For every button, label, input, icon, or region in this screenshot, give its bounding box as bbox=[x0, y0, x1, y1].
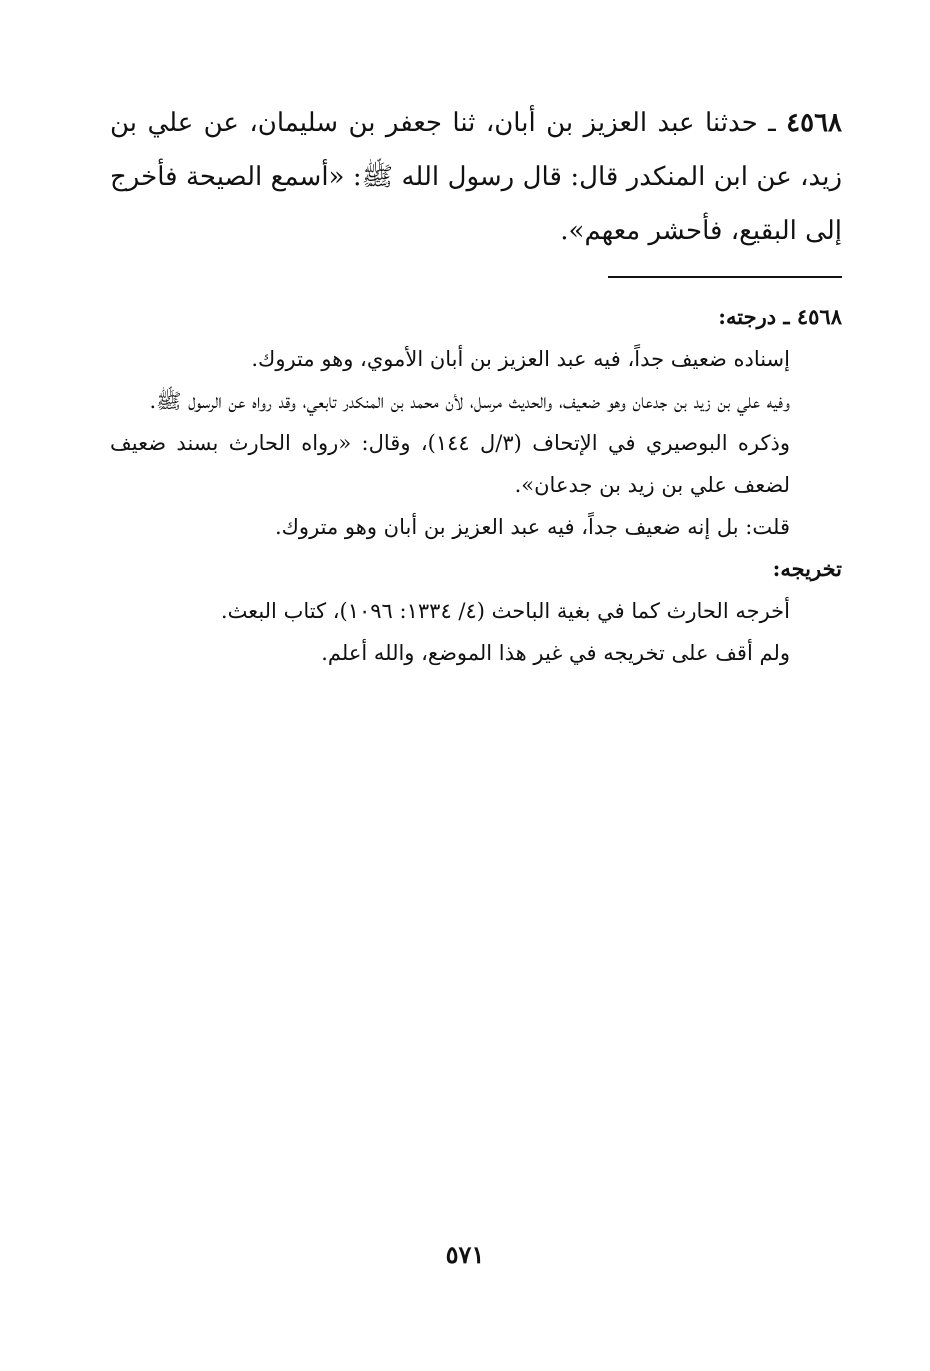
hadith-paragraph bbox=[110, 96, 842, 258]
page-number: ٥٧١ bbox=[445, 1240, 485, 1269]
takhrij-line: ولم أقف على تخريجه في غير هذا الموضع، والله أعلم. bbox=[321, 641, 790, 665]
takhrij-line: أخرجه الحارث كما في بغية الباحث (٤/ ١٣٣٤: ١٠٩٦)، كتاب البعث. bbox=[220, 599, 790, 623]
hadith-number: ٤٥٦٨ bbox=[786, 108, 843, 138]
grade-heading: ٤٥٦٨ ـ درجته: bbox=[718, 304, 842, 329]
takhrij-heading: تخريجه: bbox=[772, 556, 842, 581]
hadith-body: ـ حدثنا عبد العزيز بن أبان، ثنا جعفر بن سليمان، عن علي بن زيد، عن ابن المنكدر قال: قال رسول الله ﷺ: «أسمع الصيحة فأخرج إلى البقيع، فأحشر معهم». bbox=[110, 108, 842, 246]
grade-line: قلت: بل إنه ضعيف جداً، فيه عبد العزيز بن أبان وهو متروك. bbox=[274, 515, 790, 539]
footnote-divider bbox=[608, 276, 842, 278]
grade-line: وفيه علي بن زيد بن جدعان وهو ضعيف، والحديث مرسل، لأن محمد بن المنكدر تابعي، وقد رواه عن الرسول ﷺ. bbox=[149, 389, 790, 413]
commentary-section bbox=[110, 296, 842, 674]
hadith-text bbox=[110, 96, 842, 258]
grade-line: وذكره البوصيري في الإتحاف (٣/ل ١٤٤)، وقال: «رواه الحارث بسند ضعيف لضعف علي بن زيد بن جدعان». bbox=[110, 431, 790, 497]
grade-line: إسناده ضعيف جداً، فيه عبد العزيز بن أبان الأموي، وهو متروك. bbox=[251, 347, 790, 371]
